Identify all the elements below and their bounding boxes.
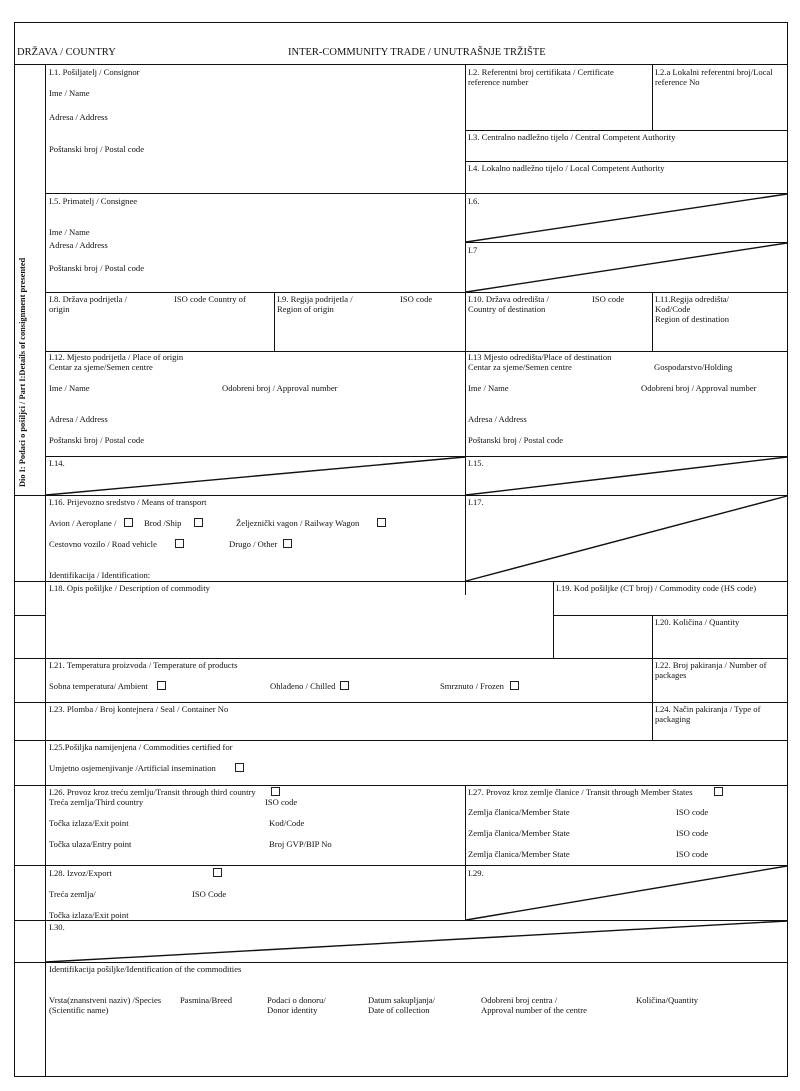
region-origin-label-2: Region of origin (277, 304, 334, 314)
chilled-checkbox[interactable] (340, 681, 349, 690)
col-donor: Podaci o donoru/ (267, 995, 326, 1005)
member-state-2: Zemlja članica/Member State (468, 828, 570, 838)
chilled-label: Ohlađeno / Chilled (270, 681, 336, 691)
box-14-label: I.14. (49, 458, 65, 468)
diagonal-box-14 (46, 457, 465, 495)
place-origin-approval: Odobreni broj / Approval number (222, 383, 338, 393)
transit-member-checkbox[interactable] (714, 787, 723, 796)
member-state-3-iso: ISO code (676, 849, 709, 859)
local-reference-label-2: reference No (655, 77, 700, 87)
member-state-1: Zemlja članica/Member State (468, 807, 570, 817)
member-state-3: Zemlja članica/Member State (468, 849, 570, 859)
cert-reference-label: I.2. Referentni broj certifikata / Certificate (468, 67, 614, 77)
country-origin-iso: ISO code Country of (174, 294, 246, 304)
frozen-label: Smrznuto / Frozen (440, 681, 504, 691)
col-collection-date-2: Date of collection (368, 1005, 430, 1015)
other-transport-label: Drugo / Other (229, 539, 278, 549)
diagonal-box-6 (466, 194, 787, 242)
transit-third-label: I.26. Provoz kroz treću zemlju/Transit through third country (49, 787, 256, 797)
export-checkbox[interactable] (213, 868, 222, 877)
exit-point-label: Točka izlaza/Exit point (49, 818, 129, 828)
road-vehicle-checkbox[interactable] (175, 539, 184, 548)
place-origin-name: Ime / Name (49, 383, 90, 393)
local-reference-label: I.2.a Lokalni referentni broj/Local (655, 67, 773, 77)
aeroplane-checkbox[interactable] (124, 518, 133, 527)
place-destination-address: Adresa / Address (468, 414, 527, 424)
region-destination-code: Kod/Code (655, 304, 691, 314)
consignee-postal-label: Poštanski broj / Postal code (49, 263, 145, 273)
place-origin-address: Adresa / Address (49, 414, 108, 424)
place-destination-holding: Gospodarstvo/Holding (654, 362, 733, 372)
consignee-name-label: Ime / Name (49, 227, 90, 237)
consignor-name-label: Ime / Name (49, 88, 90, 98)
exit-code-label: Kod/Code (269, 818, 305, 828)
col-centre-approval: Odobreni broj centra / (481, 995, 558, 1005)
export-iso-code: ISO Code (192, 889, 227, 899)
local-authority-label: I.4. Lokalno nadležno tijelo / Local Competent Authority (468, 163, 665, 173)
consignee-label: I.5. Primatelj / Consignee (49, 196, 138, 206)
diagonal-box-15 (466, 457, 787, 495)
box-29-label: I.29. (468, 868, 484, 878)
commodity-code-label: I.19. Kod pošiljke (CT broj) / Commodity code (HS code) (556, 583, 757, 593)
place-destination-centre: Centar za sjeme/Semen centre (468, 362, 572, 372)
place-origin-postal: Poštanski broj / Postal code (49, 435, 145, 445)
bip-number-label: Broj GVP/BIP No (269, 839, 332, 849)
box-7-label: I.7 (468, 245, 478, 255)
road-vehicle-label: Cestovno vozilo / Road vehicle (49, 539, 157, 549)
transit-member-label: I.27. Provoz kroz zemlje članice / Transit through Member States (468, 787, 693, 797)
col-collection-date: Datum sakupljanja/ (368, 995, 436, 1005)
place-origin-centre: Centar za sjeme/Semen centre (49, 362, 153, 372)
col-breed: Pasmina/Breed (180, 995, 233, 1005)
country-destination-label: I.10. Država odredišta / (468, 294, 549, 304)
member-state-2-iso: ISO code (676, 828, 709, 838)
region-destination-label: I.11.Regija odredišta/ (655, 294, 729, 304)
country-label: DRŽAVA / COUNTRY (17, 47, 116, 58)
diagonal-box-7 (466, 243, 787, 292)
member-state-1-iso: ISO code (676, 807, 709, 817)
ship-label: Brod /Ship (144, 518, 182, 528)
place-origin-label: I.12. Mjesto podrijetla / Place of origin (49, 352, 184, 362)
region-origin-label: I.9. Regija podrijetla / (277, 294, 353, 304)
box-30-label: I.30. (49, 922, 65, 932)
country-origin-label-2: origin (49, 304, 70, 314)
ambient-checkbox[interactable] (157, 681, 166, 690)
col-centre-approval-2: Approval number of the centre (481, 1005, 587, 1015)
identification-label: Identifikacija / Identification: (49, 570, 151, 580)
consignee-address-label: Adresa / Address (49, 240, 108, 250)
diagonal-box-29 (466, 866, 787, 920)
central-authority-label: I.3. Centralno nadležno tijelo / Central Competent Authority (468, 132, 676, 142)
ship-checkbox[interactable] (194, 518, 203, 527)
diagonal-box-17 (466, 496, 787, 581)
diagonal-box-30 (46, 921, 787, 962)
frozen-checkbox[interactable] (510, 681, 519, 690)
region-origin-iso: ISO code (400, 294, 433, 304)
country-destination-label-2: Country of destination (468, 304, 546, 314)
packages-label-2: packages (655, 670, 687, 680)
export-label: I.28. Izvoz/Export (49, 868, 112, 878)
transit-third-checkbox[interactable] (271, 787, 280, 796)
part-one-side-label: Dio I: Podaci o pošiljci / Part I:Details of consignment presented (18, 257, 27, 487)
identification-commodities-label: Identifikacija pošiljke/Identification of the commodities (49, 964, 242, 974)
col-species: Vrsta(znanstveni naziv) /Species (49, 995, 162, 1005)
railway-checkbox[interactable] (377, 518, 386, 527)
ambient-label: Sobna temperatura/ Ambient (49, 681, 148, 691)
box-17-label: I.17. (468, 497, 484, 507)
place-destination-approval: Odobreni broj / Approval number (641, 383, 757, 393)
railway-label: Željeznički vagon / Railway Wagon (236, 518, 360, 528)
other-transport-checkbox[interactable] (283, 539, 292, 548)
col-species-2: (Scientific name) (49, 1005, 109, 1015)
region-destination-label-3: Region of destination (655, 314, 729, 324)
form-title: INTER-COMMUNITY TRADE / UNUTRAŠNJE TRŽIŠTE (288, 47, 546, 58)
place-destination-name: Ime / Name (468, 383, 509, 393)
entry-point-label: Točka ulaza/Entry point (49, 839, 132, 849)
packages-label: I.22. Broj pakiranja / Number of (655, 660, 767, 670)
consignor-address-label: Adresa / Address (49, 112, 108, 122)
col-quantity: Količina/Quantity (636, 995, 699, 1005)
country-origin-label: I.8. Država podrijetla / (49, 294, 128, 304)
certified-for-label: I.25.Pošiljka namijenjena / Commodities certified for (49, 742, 233, 752)
place-destination-label: I.13 Mjesto odredišta/Place of destination (468, 352, 612, 362)
third-country-iso: ISO code (265, 797, 298, 807)
export-third-country: Treća zemlja/ (49, 889, 96, 899)
box-6-label: I.6. (468, 196, 480, 206)
quantity-label: I.20. Količina / Quantity (655, 617, 740, 627)
place-destination-postal: Poštanski broj / Postal code (468, 435, 564, 445)
consignor-label: I.1. Pošiljatelj / Consignor (49, 67, 140, 77)
export-exit-point: Točka izlaza/Exit point (49, 910, 129, 920)
insemination-label: Umjetno osjemenjivanje /Artificial insemination (49, 763, 216, 773)
description-label: I.18. Opis pošiljke / Description of commodity (49, 583, 210, 593)
col-donor-2: Donor identity (267, 1005, 318, 1015)
seal-label: I.23. Plomba / Broj kontejnera / Seal / Container No (49, 704, 229, 714)
box-15-label: I.15. (468, 458, 484, 468)
transport-label: I.16. Prijevozno sredstvo / Means of transport (49, 497, 207, 507)
insemination-checkbox[interactable] (235, 763, 244, 772)
country-destination-iso: ISO code (592, 294, 625, 304)
consignor-postal-label: Poštanski broj / Postal code (49, 144, 145, 154)
packaging-label: I.24. Način pakiranja / Type of (655, 704, 761, 714)
temperature-label: I.21. Temperatura proizvoda / Temperature of products (49, 660, 238, 670)
third-country-label: Treća zemlja/Third country (49, 797, 144, 807)
cert-reference-label-2: reference number (468, 77, 529, 87)
packaging-label-2: packaging (655, 714, 691, 724)
aeroplane-label: Avion / Aeroplane / (49, 518, 117, 528)
